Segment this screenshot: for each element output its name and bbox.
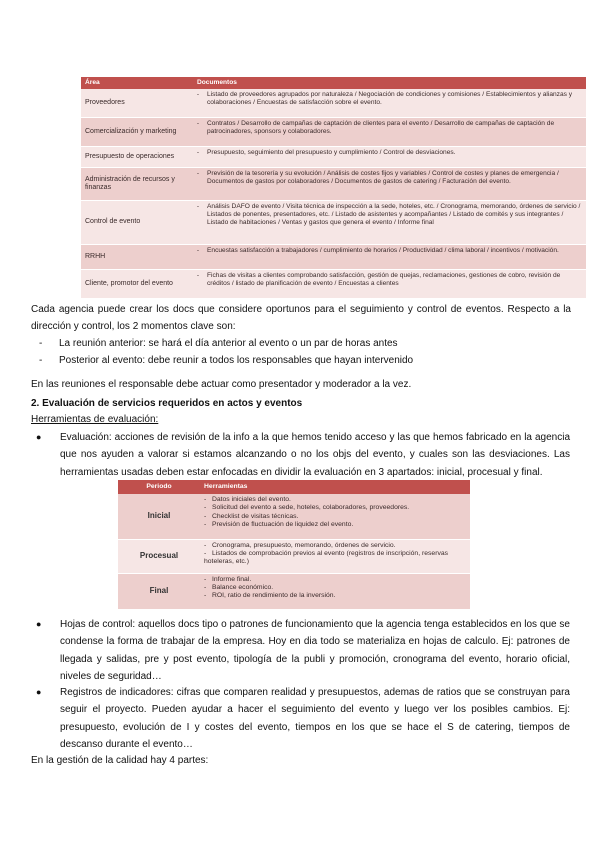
bullet-text: Hojas de control: aquellos docs tipo o patrones de funcionamiento que la agencia tenga establecidos en los que se condense la forma de trabajar de la empresa. Hoy en dia todo se materializa en hojas de calculo. Ej: patrones de llegada y salidas, pre y post evento, tipología de la publi y promoción, cronograma del evento, horario oficial, niveles de seguridad… (60, 619, 570, 682)
table1-docs-cell: Listado de proveedores agrupados por naturaleza / Negociación de condiciones y comisiones / Establecimientos y alianzas y colaboraciones / Encuestas de satisfacción sobre el evento. (203, 89, 586, 117)
tool-item: - Informe final. (204, 575, 252, 583)
dash-item-text: Posterior al evento: debe reunir a todos los responsables que hayan intervenido (59, 355, 414, 366)
table2-tools-cell (200, 539, 470, 573)
tool-item: - Previsión de fluctuación de liquidez del evento. (204, 521, 354, 529)
table1-dash: - (193, 146, 203, 167)
table1-docs-cell: Encuestas satisfacción a trabajadores / cumplimiento de horarios / Productividad / clima laboral / incentivos / motivación. (203, 244, 586, 269)
table-row (118, 539, 470, 573)
tool-item: - Listados de comprobación previos al evento (registros de inscripción, reservas hoteleras, etc.) (204, 549, 449, 566)
dash-item-text: La reunión anterior: se hará el día anterior al evento o un par de horas antes (59, 338, 398, 349)
table1-area-cell: RRHH (81, 244, 193, 269)
table1-header-area: Área (81, 77, 193, 89)
table1-area-cell: Proveedores (81, 89, 193, 117)
bullet-indicators (36, 684, 570, 753)
table1-area-cell: Presupuesto de operaciones (81, 146, 193, 167)
bullet-text: Registros de indicadores: cifras que comparen realidad y presupuestos, ademas de ratios que se construyan para seguir el proyecto. Pueden ayudar a hacer el seguimiento del evento y luego ver los posibles cambios. Ej: presupuesto, evolución de I y costes del evento, tiempos en los que se hace el S de catering, tiempos de descanso durante el evento… (60, 687, 570, 750)
table1-area-cell: Cliente, promotor del evento (81, 269, 193, 298)
table1-dash: - (193, 244, 203, 269)
table1-docs-cell: Previsión de la tesorería y su evolución / Análisis de costes fijos y variables / Control de costes y planes de emergencia / Documentos de gastos por colaboradores / Documentos de gastos de catering / Facturación del evento. (203, 167, 586, 200)
table-row (81, 269, 586, 298)
table-row (81, 244, 586, 269)
table-row (81, 89, 586, 117)
areas-documents-table (81, 77, 586, 299)
table-row (118, 494, 470, 539)
evaluation-periods-table (118, 480, 470, 610)
table1-area-cell: Comercialización y marketing (81, 117, 193, 146)
table2-period-cell: Procesual (118, 539, 200, 573)
table2-tools-cell (200, 494, 470, 539)
table2-tools-cell (200, 573, 470, 609)
table2-period-cell: Final (118, 573, 200, 609)
tool-item: - Balance económico. (204, 583, 274, 591)
table1-area-cell: Administración de recursos y finanzas (81, 167, 193, 200)
bullet-marker: ● (36, 687, 42, 697)
section-heading: 2. Evaluación de servicios requeridos en actos y eventos (31, 398, 303, 409)
list-item (39, 335, 398, 352)
table1-dash: - (193, 200, 203, 244)
table1-dash: - (193, 167, 203, 200)
table2-period-cell: Inicial (118, 494, 200, 539)
table1-dash: - (193, 89, 203, 117)
table-row (118, 573, 470, 609)
table1-header-docs: Documentos (193, 77, 586, 89)
table2-header-periodo: Periodo (118, 480, 200, 494)
paragraph-quality: En la gestión de la calidad hay 4 partes: (31, 755, 209, 766)
table-row (81, 146, 586, 167)
table1-docs-cell: Análisis DAFO de evento / Visita técnica de inspección a la sede, hoteles, etc. / Cronograma, memorando, órdenes de servicio / Listados de ponentes, presentadores, etc. / Listado de asistentes y acompañantes / Listado de comités y sus integrantes / Listado de habitaciones / Ventas y gastos que genera el evento / Informe final (203, 200, 586, 244)
dash-marker: - (39, 338, 43, 349)
tool-item: - Solicitud del evento a sede, hoteles, colaboradores, proveedores. (204, 504, 410, 512)
tool-item: - ROI, ratio de rendimiento de la inversión. (204, 592, 336, 600)
bullet-control-sheets (36, 616, 570, 685)
list-item (39, 352, 413, 369)
table1-dash: - (193, 269, 203, 298)
tool-item: - Cronograma, presupuesto, memorando, órdenes de servicio. (204, 541, 396, 549)
table1-area-cell: Control de evento (81, 200, 193, 244)
table-row (81, 200, 586, 244)
bullet-text: Evaluación: acciones de revisión de la info a la que hemos tenido acceso y las que hemos fabricado en la agencia que nos ayuden a valorar si estamos alcanzando o no los objs del evento, y cuales son las desviaciones. Las herramientas usadas deben estar enfocadas en dividir la evaluación en 3 apartados: inicial, procesual y final. (60, 432, 570, 478)
table1-docs-cell: Fichas de visitas a clientes comprobando satisfacción, gestión de quejas, reclamaciones, gestiones de cobro, revisión de créditos / listado de planificación de evento / Encuestas a clientes (203, 269, 586, 298)
bullet-marker: ● (36, 619, 42, 629)
table-row (81, 167, 586, 200)
table1-docs-cell: Contratos / Desarrollo de campañas de captación de clientes para el evento / Desarrollo de campañas de captación de patrocinadores, sponsors y colaboradores. (203, 117, 586, 146)
paragraph-meetings: En las reuniones el responsable debe actuar como presentador y moderador a la vez. (31, 379, 412, 390)
table1-docs-cell: Presupuesto, seguimiento del presupuesto y cumplimiento / Control de desviaciones. (203, 146, 586, 167)
paragraph-intro: Cada agencia puede crear los docs que considere oportunos para el seguimiento y control de eventos. Respecto a la dirección y control, los 2 momentos clave son: (31, 304, 571, 332)
bullet-evaluation (36, 429, 570, 481)
tool-item: - Checklist de visitas técnicas. (204, 512, 299, 520)
tool-item: - Datos iniciales del evento. (204, 496, 291, 503)
subsection-heading: Herramientas de evaluación: (31, 414, 159, 425)
table-row (81, 117, 586, 146)
dash-marker: - (39, 355, 43, 366)
table2-header-herramientas: Herramientas (200, 480, 470, 494)
table1-dash: - (193, 117, 203, 146)
bullet-marker: ● (36, 432, 42, 442)
